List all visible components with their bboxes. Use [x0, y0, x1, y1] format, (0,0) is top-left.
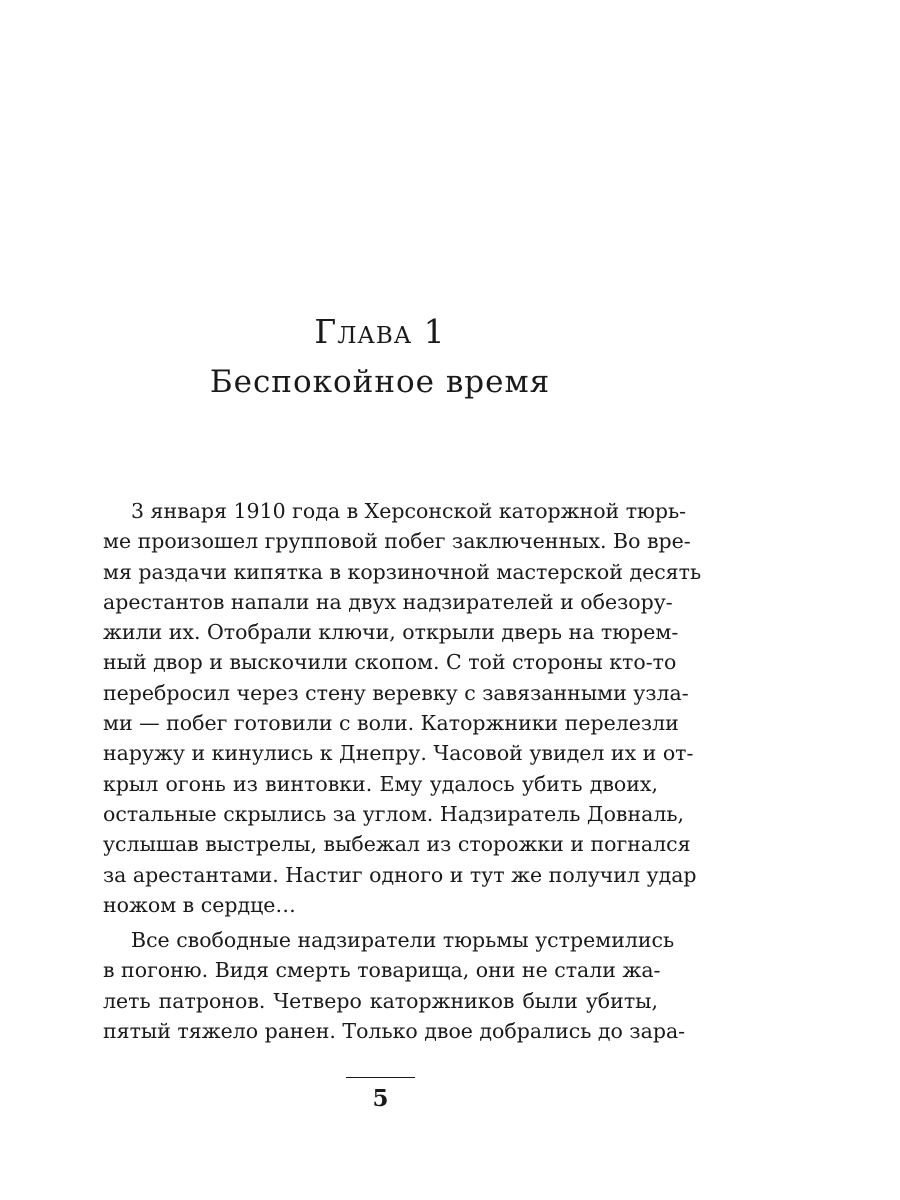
text-line: ме произошел групповой побег заключенных. Во вре- — [103, 529, 691, 554]
text-line: за арестантами. Настиг одного и тут же получил удар — [103, 862, 697, 887]
paragraph-2 — [103, 925, 686, 1046]
text-line: ножом в сердце… — [103, 892, 296, 917]
footer-rule — [346, 1077, 415, 1078]
text-line: Все свободные надзиратели тюрьмы устремились — [131, 928, 675, 953]
page-number: 5 — [372, 1085, 389, 1112]
text-line: услышав выстрелы, выбежал из сторожки и погнался — [103, 832, 691, 857]
text-line: ми — побег готовили с воли. Каторжники перелезли — [103, 711, 679, 736]
text-line: наружу и кинулись к Днепру. Часовой увидел их и от- — [103, 741, 694, 766]
paragraph-1 — [103, 496, 702, 920]
text-line: жили их. Отобрали ключи, открыли дверь на тюрем- — [103, 620, 679, 645]
text-line: 3 января 1910 года в Херсонской каторжной тюрь- — [131, 499, 687, 523]
text-line: мя раздачи кипятка в корзиночной мастерской десять — [103, 559, 702, 584]
text-line: остальные скрылись за углом. Надзиратель Довналь, — [103, 801, 685, 826]
chapter-body — [103, 496, 702, 1046]
text-line: пятый тяжело ранен. Только двое добрались до зара- — [103, 1019, 686, 1044]
text-line: в погоню. Видя смерть товарища, они не стали жа- — [103, 958, 661, 983]
text-line: ный двор и выскочили скопом. С той стороны кто-то — [103, 650, 677, 675]
text-line: перебросил через стену веревку с завязанными узла- — [103, 680, 689, 705]
text-line: леть патронов. Четверо каторжников были убиты, — [103, 988, 658, 1013]
chapter-label-text: Глава 1 — [314, 312, 446, 351]
chapter-title: Беспокойное время — [209, 364, 551, 400]
chapter-label — [0, 312, 760, 352]
text-line: арестантов напали на двух надзирателей и обезору- — [103, 589, 673, 614]
text-line: крыл огонь из винтовки. Ему удалось убить двоих, — [103, 771, 658, 796]
